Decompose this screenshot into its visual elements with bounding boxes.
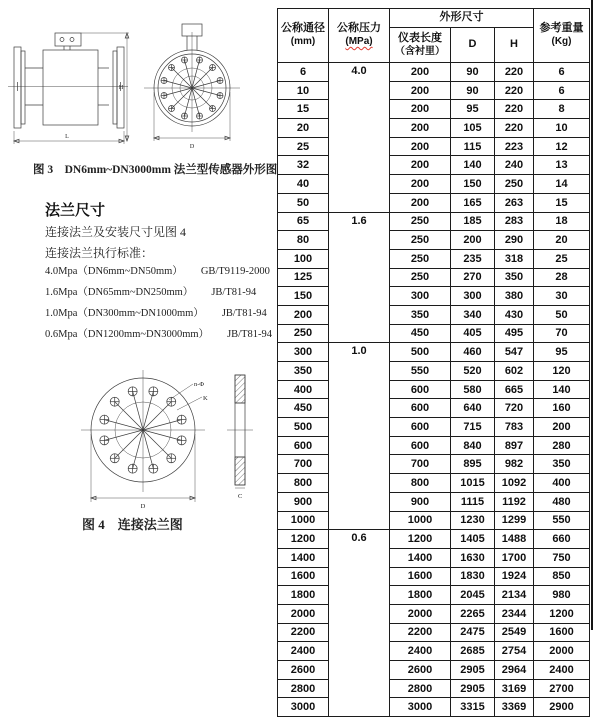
- dn-cell: 125: [278, 268, 329, 287]
- weight-cell: 280: [534, 436, 590, 455]
- header-pressure: 公称压力 (MPa): [329, 9, 390, 63]
- length-cell: 200: [390, 119, 451, 138]
- dn-cell: 500: [278, 418, 329, 437]
- d-cell: 840: [451, 436, 495, 455]
- length-cell: 250: [390, 231, 451, 250]
- weight-cell: 30: [534, 287, 590, 306]
- weight-cell: 12: [534, 137, 590, 156]
- weight-cell: 6: [534, 81, 590, 100]
- d-cell: 185: [451, 212, 495, 231]
- h-cell: 2549: [495, 623, 534, 642]
- h-cell: 1192: [495, 492, 534, 511]
- flange-intro-line: 连接法兰及安装尺寸见图 4: [45, 225, 187, 239]
- d-cell: 1830: [451, 567, 495, 586]
- table-row: [278, 492, 590, 511]
- table-row: [278, 305, 590, 324]
- h-cell: 2754: [495, 642, 534, 661]
- h-cell: 380: [495, 287, 534, 306]
- weight-cell: 480: [534, 492, 590, 511]
- h-cell: 318: [495, 249, 534, 268]
- standard-code: JB/T81-94: [227, 329, 272, 340]
- length-cell: 3000: [390, 698, 451, 717]
- length-cell: 200: [390, 100, 451, 119]
- weight-cell: 20: [534, 231, 590, 250]
- figure3-side-view-drawing: [8, 25, 130, 150]
- weight-cell: 10: [534, 119, 590, 138]
- h-cell: 547: [495, 343, 534, 362]
- dn-cell: 10: [278, 81, 329, 100]
- h-cell: 2964: [495, 661, 534, 680]
- d-cell: 165: [451, 193, 495, 212]
- length-cell: 450: [390, 324, 451, 343]
- bolt-circle-label: K: [203, 395, 208, 402]
- d-cell: 90: [451, 81, 495, 100]
- table-row: [278, 474, 590, 493]
- weight-cell: 350: [534, 455, 590, 474]
- d-cell: 2685: [451, 642, 495, 661]
- table-row: [278, 324, 590, 343]
- standard-line: [45, 261, 272, 282]
- table-row: [278, 661, 590, 680]
- d-cell: 90: [451, 63, 495, 82]
- length-cell: 600: [390, 436, 451, 455]
- length-cell: 300: [390, 287, 451, 306]
- header-length: 仪表长度 （含衬里）: [390, 28, 451, 63]
- table-row: [278, 100, 590, 119]
- h-cell: 3169: [495, 679, 534, 698]
- weight-cell: 200: [534, 418, 590, 437]
- d-cell: 140: [451, 156, 495, 175]
- length-cell: 2600: [390, 661, 451, 680]
- table-row: [278, 63, 590, 82]
- h-cell: 2344: [495, 604, 534, 623]
- figure3-front-view-drawing: [138, 20, 250, 150]
- dn-cell: 2800: [278, 679, 329, 698]
- dn-cell: 1600: [278, 567, 329, 586]
- weight-cell: 15: [534, 193, 590, 212]
- h-cell: 220: [495, 119, 534, 138]
- figure4-drawing: [55, 340, 255, 516]
- d-cell: 2905: [451, 679, 495, 698]
- dn-cell: 450: [278, 399, 329, 418]
- dn-cell: 20: [278, 119, 329, 138]
- h-cell: 1700: [495, 548, 534, 567]
- d-cell: 235: [451, 249, 495, 268]
- h-cell: 495: [495, 324, 534, 343]
- weight-cell: 120: [534, 362, 590, 381]
- dn-cell: 800: [278, 474, 329, 493]
- h-cell: 220: [495, 81, 534, 100]
- length-cell: 2800: [390, 679, 451, 698]
- standard-spec: 1.0Mpa（DN300mm~DN1000mm）: [45, 308, 204, 319]
- dn-cell: 1400: [278, 548, 329, 567]
- d-cell: 3315: [451, 698, 495, 717]
- table-row: [278, 137, 590, 156]
- length-cell: 2000: [390, 604, 451, 623]
- h-cell: 3369: [495, 698, 534, 717]
- d-cell: 640: [451, 399, 495, 418]
- header-weight: 参考重量 (Kg): [534, 9, 590, 63]
- dn-cell: 300: [278, 343, 329, 362]
- table-row: [278, 81, 590, 100]
- weight-cell: 850: [534, 567, 590, 586]
- dn-cell: 15: [278, 100, 329, 119]
- dn-cell: 150: [278, 287, 329, 306]
- dn-cell: 80: [278, 231, 329, 250]
- weight-cell: 160: [534, 399, 590, 418]
- length-cell: 200: [390, 156, 451, 175]
- spec-table-body: [278, 63, 590, 717]
- d-cell: 520: [451, 362, 495, 381]
- flange-standards-label: 连接法兰执行标准：: [45, 246, 154, 260]
- standard-spec: 4.0Mpa（DN6mm~DN50mm）: [45, 266, 183, 277]
- h-cell: 982: [495, 455, 534, 474]
- dn-cell: 350: [278, 362, 329, 381]
- table-row: [278, 156, 590, 175]
- length-cell: 1000: [390, 511, 451, 530]
- thickness-label: C: [238, 493, 243, 500]
- dn-cell: 600: [278, 436, 329, 455]
- weight-cell: 2900: [534, 698, 590, 717]
- table-row: [278, 175, 590, 194]
- pressure-cell: 0.6: [329, 530, 390, 717]
- d-cell: 715: [451, 418, 495, 437]
- d-cell: 150: [451, 175, 495, 194]
- table-row: [278, 380, 590, 399]
- weight-cell: 18: [534, 212, 590, 231]
- sensor-body: [43, 50, 98, 125]
- table-row: [278, 586, 590, 605]
- length-cell: 200: [390, 63, 451, 82]
- table-row: [278, 642, 590, 661]
- table-row: [278, 567, 590, 586]
- table-row: [278, 268, 590, 287]
- length-cell: 2200: [390, 623, 451, 642]
- table-row: [278, 119, 590, 138]
- header-dn: 公称通径 (mm): [278, 9, 329, 63]
- h-cell: 223: [495, 137, 534, 156]
- flange-section-heading: 法兰尺寸: [45, 202, 106, 219]
- h-cell: 263: [495, 193, 534, 212]
- standard-spec: 0.6Mpa（DN1200mm~DN3000mm）: [45, 329, 210, 340]
- table-row: [278, 212, 590, 231]
- dn-cell: 25: [278, 137, 329, 156]
- weight-cell: 1600: [534, 623, 590, 642]
- length-cell: 900: [390, 492, 451, 511]
- weight-cell: 28: [534, 268, 590, 287]
- dn-cell: 65: [278, 212, 329, 231]
- table-row: [278, 343, 590, 362]
- d-cell: 580: [451, 380, 495, 399]
- d-cell: 895: [451, 455, 495, 474]
- d-cell: 2905: [451, 661, 495, 680]
- table-row: [278, 455, 590, 474]
- weight-cell: 8: [534, 100, 590, 119]
- weight-cell: 400: [534, 474, 590, 493]
- dn-cell: 2200: [278, 623, 329, 642]
- h-cell: 283: [495, 212, 534, 231]
- dn-cell: 100: [278, 249, 329, 268]
- dim-label-l: L: [65, 134, 69, 140]
- length-cell: 550: [390, 362, 451, 381]
- h-cell: 1488: [495, 530, 534, 549]
- dn-cell: 700: [278, 455, 329, 474]
- weight-cell: 2400: [534, 661, 590, 680]
- length-cell: 500: [390, 343, 451, 362]
- length-cell: 600: [390, 399, 451, 418]
- table-row: [278, 418, 590, 437]
- d-cell: 2045: [451, 586, 495, 605]
- h-cell: 1092: [495, 474, 534, 493]
- length-cell: 2400: [390, 642, 451, 661]
- table-row: [278, 698, 590, 717]
- figure4-caption: 图 4 连接法兰图: [82, 517, 183, 532]
- table-row: [278, 399, 590, 418]
- weight-cell: 95: [534, 343, 590, 362]
- weight-cell: 50: [534, 305, 590, 324]
- header-h: H: [495, 28, 534, 63]
- d-cell: 1015: [451, 474, 495, 493]
- weight-cell: 1200: [534, 604, 590, 623]
- weight-cell: 25: [534, 249, 590, 268]
- h-cell: 1924: [495, 567, 534, 586]
- d-cell: 1630: [451, 548, 495, 567]
- d-cell: 405: [451, 324, 495, 343]
- table-row: [278, 604, 590, 623]
- page-edge-line: [591, 0, 593, 630]
- length-cell: 600: [390, 380, 451, 399]
- weight-cell: 14: [534, 175, 590, 194]
- h-cell: 783: [495, 418, 534, 437]
- weight-cell: 980: [534, 586, 590, 605]
- h-cell: 2134: [495, 586, 534, 605]
- dn-cell: 400: [278, 380, 329, 399]
- table-row: [278, 511, 590, 530]
- h-cell: 240: [495, 156, 534, 175]
- length-cell: 250: [390, 249, 451, 268]
- length-cell: 1200: [390, 530, 451, 549]
- standard-code: JB/T81-94: [211, 287, 257, 298]
- h-cell: 665: [495, 380, 534, 399]
- length-cell: 1800: [390, 586, 451, 605]
- length-cell: 200: [390, 81, 451, 100]
- weight-cell: 660: [534, 530, 590, 549]
- weight-cell: 6: [534, 63, 590, 82]
- weight-cell: 750: [534, 548, 590, 567]
- standard-line: [45, 303, 272, 324]
- dn-cell: 1200: [278, 530, 329, 549]
- weight-cell: 70: [534, 324, 590, 343]
- pressure-cell: 1.6: [329, 212, 390, 343]
- d-cell: 270: [451, 268, 495, 287]
- dn-cell: 3000: [278, 698, 329, 717]
- d-cell: 340: [451, 305, 495, 324]
- table-row: [278, 623, 590, 642]
- dim-label-d: D: [140, 503, 146, 510]
- table-row: [278, 249, 590, 268]
- dn-cell: 50: [278, 193, 329, 212]
- d-cell: 1405: [451, 530, 495, 549]
- d-cell: 2475: [451, 623, 495, 642]
- pressure-cell: 4.0: [329, 63, 390, 213]
- dn-cell: 250: [278, 324, 329, 343]
- weight-cell: 550: [534, 511, 590, 530]
- table-row: [278, 548, 590, 567]
- length-cell: 1600: [390, 567, 451, 586]
- weight-cell: 2700: [534, 679, 590, 698]
- length-cell: 700: [390, 455, 451, 474]
- h-cell: 1299: [495, 511, 534, 530]
- pressure-cell: 1.0: [329, 343, 390, 530]
- spec-table: [277, 8, 590, 717]
- standard-code: GB/T9119-2000: [200, 266, 270, 277]
- length-cell: 800: [390, 474, 451, 493]
- dn-cell: 40: [278, 175, 329, 194]
- d-cell: 115: [451, 137, 495, 156]
- bolt-count-label: n-Φ: [194, 381, 205, 388]
- length-cell: 250: [390, 212, 451, 231]
- h-cell: 220: [495, 100, 534, 119]
- length-cell: 250: [390, 268, 451, 287]
- table-row: [278, 231, 590, 250]
- d-cell: 1230: [451, 511, 495, 530]
- flange-standards-list: [45, 261, 272, 345]
- dim-label-d: D: [189, 144, 195, 150]
- weight-cell: 13: [534, 156, 590, 175]
- h-cell: 350: [495, 268, 534, 287]
- h-cell: 720: [495, 399, 534, 418]
- standard-code: JB/T81-94: [221, 308, 267, 319]
- table-row: [278, 287, 590, 306]
- length-cell: 350: [390, 305, 451, 324]
- d-cell: 460: [451, 343, 495, 362]
- d-cell: 1115: [451, 492, 495, 511]
- dn-cell: 32: [278, 156, 329, 175]
- length-cell: 200: [390, 175, 451, 194]
- d-cell: 200: [451, 231, 495, 250]
- table-row: [278, 530, 590, 549]
- dn-cell: 1800: [278, 586, 329, 605]
- length-cell: 600: [390, 418, 451, 437]
- d-cell: 95: [451, 100, 495, 119]
- dn-cell: 6: [278, 63, 329, 82]
- h-cell: 430: [495, 305, 534, 324]
- dn-cell: 2600: [278, 661, 329, 680]
- weight-cell: 140: [534, 380, 590, 399]
- dn-cell: 2400: [278, 642, 329, 661]
- d-cell: 105: [451, 119, 495, 138]
- h-cell: 220: [495, 63, 534, 82]
- dim-label-h: H: [118, 85, 124, 91]
- h-cell: 290: [495, 231, 534, 250]
- table-row: [278, 436, 590, 455]
- standard-line: [45, 282, 272, 303]
- table-row: [278, 193, 590, 212]
- h-cell: 250: [495, 175, 534, 194]
- d-cell: 2265: [451, 604, 495, 623]
- h-cell: 897: [495, 436, 534, 455]
- h-cell: 602: [495, 362, 534, 381]
- header-d: D: [451, 28, 495, 63]
- length-cell: 200: [390, 193, 451, 212]
- figure3-caption: 图 3 DN6mm~DN3000mm 法兰型传感器外形图: [33, 164, 278, 176]
- dn-cell: 900: [278, 492, 329, 511]
- length-cell: 200: [390, 137, 451, 156]
- dn-cell: 200: [278, 305, 329, 324]
- dn-cell: 1000: [278, 511, 329, 530]
- table-row: [278, 362, 590, 381]
- header-dimensions: 外形尺寸: [390, 9, 534, 28]
- junction-box: [55, 33, 81, 46]
- weight-cell: 2000: [534, 642, 590, 661]
- length-cell: 1400: [390, 548, 451, 567]
- standard-spec: 1.6Mpa（DN65mm~DN250mm）: [45, 287, 194, 298]
- d-cell: 300: [451, 287, 495, 306]
- dn-cell: 2000: [278, 604, 329, 623]
